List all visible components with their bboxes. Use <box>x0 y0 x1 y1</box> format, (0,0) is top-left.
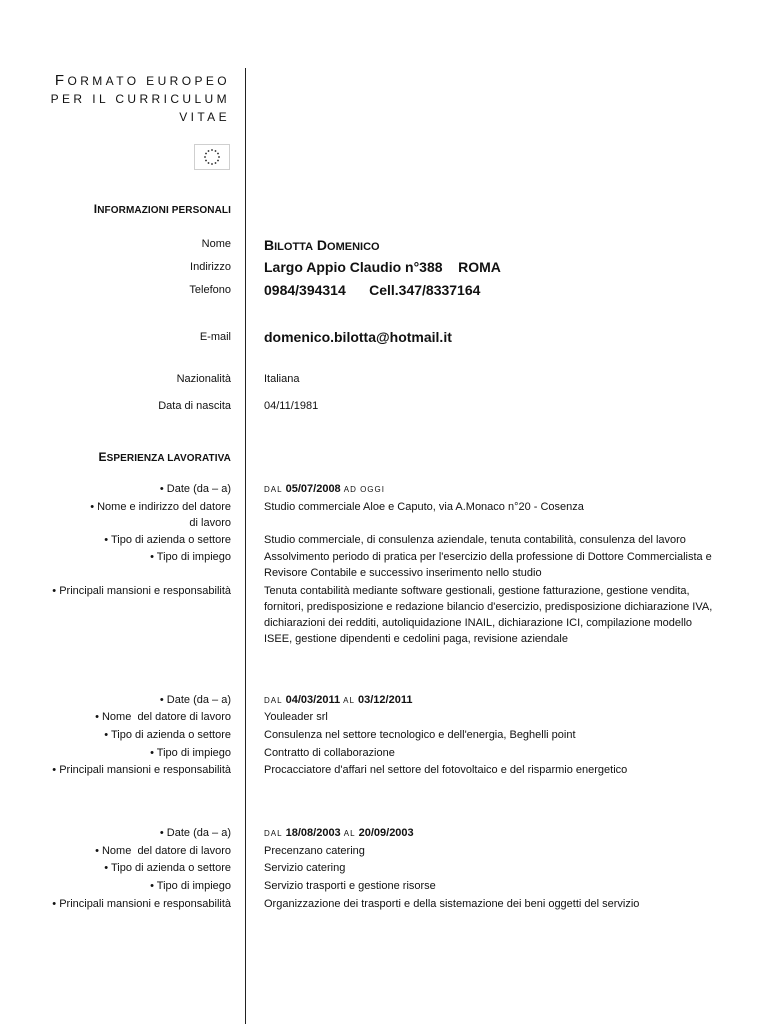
job3-date-label: • Date (da – a) <box>159 827 231 839</box>
job3-date-value: DAL 18/08/2003 AL 20/09/2003 <box>264 827 414 839</box>
job3-type-label: • Tipo di impiego <box>150 880 231 892</box>
eu-flag-icon <box>194 144 230 170</box>
job1-sector-value: Studio commerciale, di consulenza aziendale, tenuta contabilità, consulenza del lavoro <box>264 534 686 546</box>
job1-sector-label: • Tipo di azienda o settore <box>104 534 231 546</box>
job2-employer-value: Youleader srl <box>264 711 328 723</box>
job1-date-value: DAL 05/07/2008 AD OGGI <box>264 483 385 495</box>
address-value: Largo Appio Claudio n°388 ROMA <box>264 259 501 275</box>
birth-date-value: 04/11/1981 <box>264 400 319 412</box>
job3-duties-value: Organizzazione dei trasporti e della sistemazione dei beni oggetti del servizio <box>264 898 640 910</box>
name-label: Nome <box>201 238 231 250</box>
email-label: E-mail <box>199 331 231 343</box>
job3-duties-label: • Principali mansioni e responsabilità <box>52 898 231 910</box>
phone-label: Telefono <box>189 284 231 296</box>
section-work-experience: ESPERIENZA LAVORATIVA <box>98 450 231 464</box>
job2-employer-label: • Nome del datore di lavoro <box>95 711 231 723</box>
job1-duties-value: Tenuta contabilità mediante software gestionali, gestione fatturazione, gestione vendita, fornitori, predisposizione e redazione bilancio d'esercizio, predisposizione dichiarazione IVA, dichiarazioni dei redditi, autoliquidazione INAIL, dichiarazione ICI, compilazione modello ISEE, gestione dipendenti e cedolini paga, revisione aziendale <box>264 585 713 645</box>
job3-employer-value: Precenzano catering <box>264 845 365 857</box>
email-value: domenico.bilotta@hotmail.it <box>264 329 452 345</box>
job2-duties-value: Procacciatore d'affari nel settore del fotovoltaico e del risparmio energetico <box>264 764 628 776</box>
job2-sector-label: • Tipo di azienda o settore <box>104 729 231 741</box>
vertical-divider <box>245 68 246 1024</box>
address-label: Indirizzo <box>190 261 231 273</box>
job1-employer-label: • Nome e indirizzo del datore di lavoro <box>90 501 231 529</box>
nationality-value: Italiana <box>264 373 300 385</box>
name-value: BILOTTA DOMENICO <box>264 237 380 253</box>
phone-value: 0984/394314 Cell.347/8337164 <box>264 282 481 298</box>
job2-type-label: • Tipo di impiego <box>150 747 231 759</box>
job1-duties-label: • Principali mansioni e responsabilità <box>52 585 231 597</box>
job1-date-label: • Date (da – a) <box>159 483 231 495</box>
nationality-label: Nazionalità <box>176 373 231 385</box>
job1-type-label: • Tipo di impiego <box>150 551 231 563</box>
job2-sector-value: Consulenza nel settore tecnologico e dell'energia, Beghelli point <box>264 729 576 741</box>
job3-type-value: Servizio trasporti e gestione risorse <box>264 880 436 892</box>
job3-sector-value: Servizio catering <box>264 862 346 874</box>
job2-duties-label: • Principali mansioni e responsabilità <box>52 764 231 776</box>
job2-date-label: • Date (da – a) <box>159 694 231 706</box>
job1-employer-value: Studio commerciale Aloe e Caputo, via A.Monaco n°20 - Cosenza <box>264 501 584 513</box>
job3-employer-label: • Nome del datore di lavoro <box>95 845 231 857</box>
document-title: FORMATO EUROPEO PER IL CURRICULUM VITAE <box>50 72 230 124</box>
job3-sector-label: • Tipo di azienda o settore <box>104 862 231 874</box>
job2-type-value: Contratto di collaborazione <box>264 747 395 759</box>
birth-date-label: Data di nascita <box>158 400 231 412</box>
section-personal-info: INFORMAZIONI PERSONALI <box>93 202 231 216</box>
job2-date-value: DAL 04/03/2011 AL 03/12/2011 <box>264 694 413 706</box>
job1-type-value: Assolvimento periodo di pratica per l'esercizio della professione di Dottore Commercialista e Revisore Contabile e successivo inserimento nello studio <box>264 551 712 579</box>
